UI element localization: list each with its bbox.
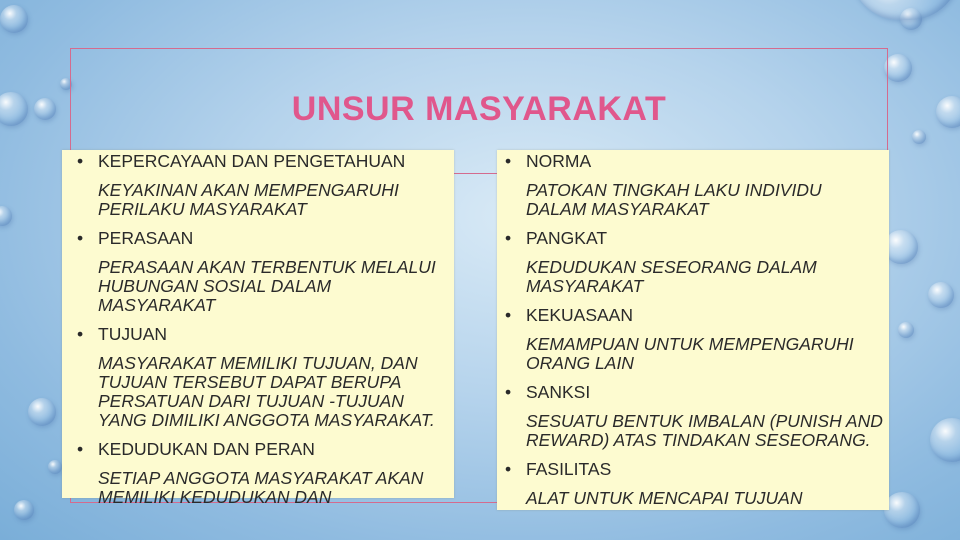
list-item	[77, 229, 447, 315]
bullet-icon: •	[505, 305, 512, 325]
water-drop-decoration	[912, 130, 926, 144]
item-heading: KEPERCAYAAN DAN PENGETAHUAN	[98, 151, 406, 171]
list-item	[77, 440, 447, 507]
water-drop-decoration	[928, 282, 954, 308]
water-drop-decoration	[884, 230, 918, 264]
item-heading: PERASAAN	[98, 228, 194, 248]
bullet-icon: •	[77, 324, 84, 344]
bullet-icon: •	[77, 228, 84, 248]
item-heading: KEDUDUKAN DAN PERAN	[98, 439, 315, 459]
water-drop-decoration	[936, 96, 960, 128]
list-item	[77, 325, 447, 430]
right-bullet-list	[505, 152, 885, 518]
bullet-icon: •	[77, 439, 84, 459]
item-heading: TUJUAN	[98, 324, 168, 344]
item-heading: NORMA	[526, 151, 592, 171]
item-description: KEDUDUKAN SESEORANG DALAM MASYARAKAT	[526, 257, 817, 296]
list-item	[505, 152, 885, 219]
bullet-icon: •	[505, 459, 512, 479]
water-drop-decoration	[28, 398, 56, 426]
item-heading: FASILITAS	[526, 459, 612, 479]
water-drop-decoration	[0, 5, 28, 33]
water-drop-decoration	[14, 500, 34, 520]
item-heading: PANGKAT	[526, 228, 608, 248]
water-drop-decoration	[884, 54, 912, 82]
list-item	[505, 306, 885, 373]
bullet-icon: •	[505, 382, 512, 402]
bullet-icon: •	[505, 228, 512, 248]
item-description: KEMAMPUAN UNTUK MEMPENGARUHI ORANG LAIN	[526, 334, 854, 373]
item-description: SESUATU BENTUK IMBALAN (PUNISH AND REWARD) ATAS TINDAKAN SESEORANG.	[526, 411, 883, 450]
water-drop-decoration	[0, 92, 28, 126]
water-drop-decoration	[850, 0, 960, 20]
list-item	[77, 152, 447, 219]
water-drop-decoration	[48, 460, 62, 474]
item-description: ALAT UNTUK MENCAPAI TUJUAN	[526, 488, 803, 508]
item-heading: KEKUASAAN	[526, 305, 633, 325]
item-description: PATOKAN TINGKAH LAKU INDIVIDU DALAM MASYARAKAT	[526, 180, 822, 219]
left-bullet-list	[77, 152, 447, 517]
item-description: SETIAP ANGGOTA MASYARAKAT AKAN MEMILIKI KEDUDUKAN DAN	[98, 468, 424, 507]
water-drop-decoration	[34, 98, 56, 120]
item-heading: SANKSI	[526, 382, 591, 402]
water-drop-decoration	[0, 206, 12, 226]
water-drop-decoration	[930, 418, 960, 462]
bullet-icon: •	[505, 151, 512, 171]
list-item	[505, 460, 885, 508]
list-item	[505, 383, 885, 450]
slide-title: UNSUR MASYARAKAT	[291, 90, 667, 128]
bullet-icon: •	[77, 151, 84, 171]
list-item	[505, 229, 885, 296]
item-description: KEYAKINAN AKAN MEMPENGARUHI PERILAKU MASYARAKAT	[98, 180, 399, 219]
water-drop-decoration	[884, 492, 920, 528]
item-description: MASYARAKAT MEMILIKI TUJUAN, DAN TUJUAN TERSEBUT DAPAT BERUPA PERSATUAN DARI TUJUAN -TUJUAN YANG DIMILIKI ANGGOTA MASYARAKAT.	[98, 353, 435, 430]
item-description: PERASAAN AKAN TERBENTUK MELALUI HUBUNGAN SOSIAL DALAM MASYARAKAT	[98, 257, 436, 315]
water-drop-decoration	[898, 322, 914, 338]
